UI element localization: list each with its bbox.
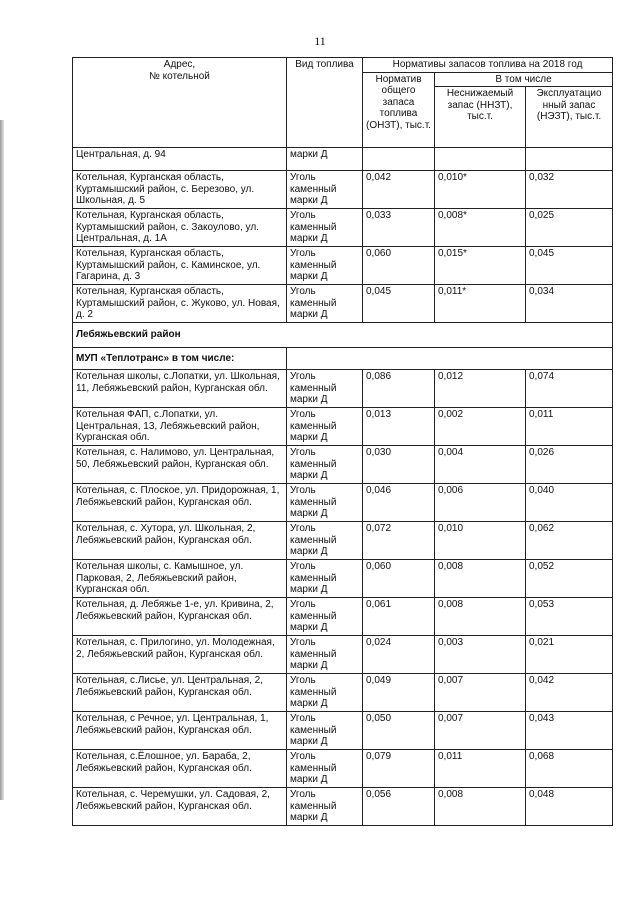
- nezt-cell: 0,011: [526, 408, 613, 446]
- table-row: [73, 446, 613, 484]
- section-row: [73, 323, 613, 348]
- nezt-cell: 0,021: [526, 636, 613, 674]
- table-row: [73, 370, 613, 408]
- header-address: Адрес, № котельной: [73, 58, 287, 148]
- fuel-type-cell: Уголь каменный марки Д: [287, 712, 363, 750]
- nnzt-cell: 0,015*: [435, 247, 526, 285]
- table-row: [73, 788, 613, 826]
- address-cell: Котельная, с.Ёлошное, ул. Бараба, 2, Лебяжьевский район, Курганская обл.: [73, 750, 287, 788]
- header-including: В том числе: [435, 72, 613, 87]
- address-cell: Котельная, Курганская область, Куртамышский район, с. Березово, ул. Школьная, д. 5: [73, 171, 287, 209]
- table-row: [73, 484, 613, 522]
- nezt-cell: 0,052: [526, 560, 613, 598]
- total-norm-cell: 0,056: [363, 788, 435, 826]
- fuel-type-cell: Уголь каменный марки Д: [287, 674, 363, 712]
- address-cell: Котельная школы, с. Камышное, ул. Парковая, 2, Лебяжьевский район, Курганская обл.: [73, 560, 287, 598]
- nezt-cell: 0,045: [526, 247, 613, 285]
- total-norm-cell: 0,060: [363, 247, 435, 285]
- nnzt-cell: 0,012: [435, 370, 526, 408]
- nezt-cell: 0,074: [526, 370, 613, 408]
- fuel-type-cell: марки Д: [287, 148, 363, 171]
- nnzt-cell: 0,004: [435, 446, 526, 484]
- address-cell: Котельная школы, с.Лопатки, ул. Школьная, 11, Лебяжьевский район, Курганская обл.: [73, 370, 287, 408]
- table-row: [73, 636, 613, 674]
- district-heading: Лебяжьевский район: [73, 323, 613, 348]
- fuel-type-cell: Уголь каменный марки Д: [287, 370, 363, 408]
- table-row: [73, 148, 613, 171]
- nezt-cell: 0,048: [526, 788, 613, 826]
- table-row: [73, 247, 613, 285]
- nnzt-cell: 0,010*: [435, 171, 526, 209]
- fuel-type-cell: Уголь каменный марки Д: [287, 636, 363, 674]
- nnzt-cell: 0,008: [435, 788, 526, 826]
- table-row: [73, 712, 613, 750]
- address-cell: Котельная, Курганская область, Куртамышский район, с. Каминское, ул. Гагарина, д. 3: [73, 247, 287, 285]
- total-norm-cell: 0,024: [363, 636, 435, 674]
- address-cell: Котельная, Курганская область, Куртамышский район, с. Жуково, ул. Новая, д. 2: [73, 285, 287, 323]
- total-norm-cell: 0,033: [363, 209, 435, 247]
- nezt-cell: 0,062: [526, 522, 613, 560]
- address-cell: Котельная, с Речное, ул. Центральная, 1, Лебяжьевский район, Курганская обл.: [73, 712, 287, 750]
- nnzt-cell: 0,003: [435, 636, 526, 674]
- nnzt-cell: 0,011: [435, 750, 526, 788]
- address-cell: Котельная, д. Лебяжье 1-е, ул. Кривина, 2, Лебяжьевский район, Курганская обл.: [73, 598, 287, 636]
- nezt-cell: 0,025: [526, 209, 613, 247]
- nnzt-cell: 0,008: [435, 560, 526, 598]
- nnzt-cell: 0,008*: [435, 209, 526, 247]
- table-row: [73, 408, 613, 446]
- nnzt-cell: 0,008: [435, 598, 526, 636]
- fuel-type-cell: Уголь каменный марки Д: [287, 209, 363, 247]
- nezt-cell: 0,026: [526, 446, 613, 484]
- total-norm-cell: 0,072: [363, 522, 435, 560]
- fuel-type-cell: Уголь каменный марки Д: [287, 598, 363, 636]
- table-row: [73, 285, 613, 323]
- total-norm-cell: 0,049: [363, 674, 435, 712]
- nezt-cell: 0,053: [526, 598, 613, 636]
- header-fuel-type: Вид топлива: [287, 58, 363, 148]
- nezt-cell: 0,034: [526, 285, 613, 323]
- nezt-cell: 0,043: [526, 712, 613, 750]
- fuel-type-cell: Уголь каменный марки Д: [287, 171, 363, 209]
- empty-cell: [287, 348, 613, 370]
- address-cell: Котельная, с. Черемушки, ул. Садовая, 2, Лебяжьевский район, Курганская обл.: [73, 788, 287, 826]
- header-total-norm: Норматив общего запаса топлива (ОНЗТ), тыс.т.: [363, 72, 435, 148]
- address-cell: Котельная, с.Лисье, ул. Центральная, 2, Лебяжьевский район, Курганская обл.: [73, 674, 287, 712]
- nnzt-cell: 0,011*: [435, 285, 526, 323]
- total-norm-cell: 0,045: [363, 285, 435, 323]
- address-cell: Котельная, с. Прилогино, ул. Молодежная, 2, Лебяжьевский район, Курганская обл.: [73, 636, 287, 674]
- header-nezt: Эксплуатацио нный запас (НЭЗТ), тыс.т.: [526, 87, 613, 148]
- address-cell: Котельная, Курганская область, Куртамышский район, с. Закоулово, ул. Центральная, д. 1А: [73, 209, 287, 247]
- table-row: [73, 171, 613, 209]
- table-row: [73, 560, 613, 598]
- scan-edge-shadow: [0, 120, 4, 800]
- fuel-type-cell: Уголь каменный марки Д: [287, 560, 363, 598]
- fuel-type-cell: Уголь каменный марки Д: [287, 522, 363, 560]
- header-norms-group: Нормативы запасов топлива на 2018 год: [363, 58, 613, 73]
- fuel-norms-table: [72, 57, 613, 826]
- table-row: [73, 750, 613, 788]
- fuel-type-cell: Уголь каменный марки Д: [287, 408, 363, 446]
- address-cell: Котельная ФАП, с.Лопатки, ул. Центральная, 13, Лебяжьевский район, Курганская обл.: [73, 408, 287, 446]
- total-norm-cell: 0,046: [363, 484, 435, 522]
- nnzt-cell: 0,006: [435, 484, 526, 522]
- total-norm-cell: 0,086: [363, 370, 435, 408]
- total-norm-cell: 0,042: [363, 171, 435, 209]
- subsection-row: [73, 348, 613, 370]
- table-row: [73, 598, 613, 636]
- nezt-cell: 0,042: [526, 674, 613, 712]
- nezt-cell: 0,040: [526, 484, 613, 522]
- total-norm-cell: 0,013: [363, 408, 435, 446]
- total-norm-cell: 0,061: [363, 598, 435, 636]
- table-row: [73, 674, 613, 712]
- fuel-type-cell: Уголь каменный марки Д: [287, 750, 363, 788]
- page-number: 11: [314, 34, 326, 48]
- address-cell: Котельная, с. Плоское, ул. Придорожная, 1, Лебяжьевский район, Курганская обл.: [73, 484, 287, 522]
- address-cell: Центральная, д. 94: [73, 148, 287, 171]
- address-cell: Котельная, с. Налимово, ул. Центральная, 50, Лебяжьевский район, Курганская обл.: [73, 446, 287, 484]
- nnzt-cell: [435, 148, 526, 171]
- fuel-type-cell: Уголь каменный марки Д: [287, 247, 363, 285]
- nnzt-cell: 0,002: [435, 408, 526, 446]
- nnzt-cell: 0,010: [435, 522, 526, 560]
- total-norm-cell: 0,060: [363, 560, 435, 598]
- table-row: [73, 522, 613, 560]
- nezt-cell: 0,068: [526, 750, 613, 788]
- total-norm-cell: [363, 148, 435, 171]
- table-header: [73, 58, 613, 148]
- header-nnzt: Неснижаемый запас (ННЗТ), тыс.т.: [435, 87, 526, 148]
- fuel-type-cell: Уголь каменный марки Д: [287, 446, 363, 484]
- nezt-cell: 0,032: [526, 171, 613, 209]
- total-norm-cell: 0,079: [363, 750, 435, 788]
- nnzt-cell: 0,007: [435, 712, 526, 750]
- address-cell: Котельная, с. Хутора, ул. Школьная, 2, Лебяжьевский район, Курганская обл.: [73, 522, 287, 560]
- table-body: [73, 148, 613, 826]
- organization-heading: МУП «Теплотранс» в том числе:: [73, 348, 287, 370]
- nezt-cell: [526, 148, 613, 171]
- nnzt-cell: 0,007: [435, 674, 526, 712]
- fuel-type-cell: Уголь каменный марки Д: [287, 788, 363, 826]
- table-row: [73, 209, 613, 247]
- total-norm-cell: 0,050: [363, 712, 435, 750]
- fuel-type-cell: Уголь каменный марки Д: [287, 484, 363, 522]
- total-norm-cell: 0,030: [363, 446, 435, 484]
- fuel-type-cell: Уголь каменный марки Д: [287, 285, 363, 323]
